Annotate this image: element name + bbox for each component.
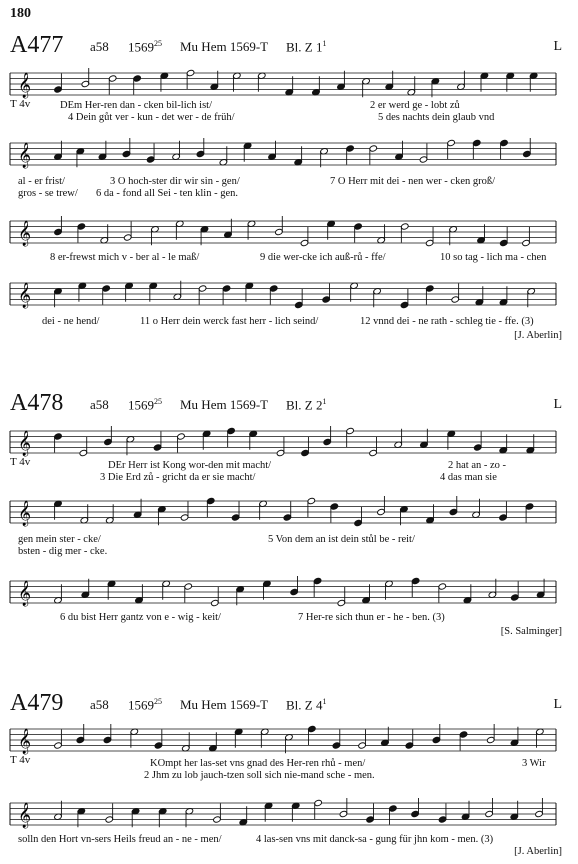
music-staff xyxy=(10,428,556,456)
clef-icon: 𝄞 xyxy=(18,581,32,606)
clef-icon: 𝄞 xyxy=(18,501,32,526)
clef-icon: 𝄞 xyxy=(18,729,32,754)
lyric-line: 5 Von dem an ist dein stůl be - reit/ xyxy=(268,534,415,545)
clef-icon: 𝄞 xyxy=(18,431,32,456)
tone-label: T 4v xyxy=(10,98,31,110)
hymn-bl: Bl. Z $4^1$ xyxy=(286,697,327,713)
clef-icon: 𝄞 xyxy=(18,73,32,98)
hymn-bl: Bl. Z $2^1$ xyxy=(286,397,327,413)
lyric-line: 4 das man sie xyxy=(440,472,497,483)
hymn-a-code: a58 xyxy=(90,397,109,412)
clef-icon: 𝄞 xyxy=(18,221,32,246)
hymn-id: A477 xyxy=(10,32,64,58)
page-number: 180 xyxy=(10,6,31,21)
lyric-line: gen mein ster - cke/ xyxy=(18,534,101,545)
lyric-line: 11 o Herr dein werck fast herr - lich seind/ xyxy=(140,316,319,327)
hymn-source: Mu Hem 1569-T xyxy=(180,39,269,54)
lyric-line: 10 so tag - lich ma - chen xyxy=(440,252,547,263)
attribution: [S. Salminger] xyxy=(500,626,562,637)
hymn-year: 1569$^{25}$ xyxy=(128,39,162,55)
lyric-line: 4 las-sen vns mit danck-sa - gung für jhn kom - men. (3) xyxy=(256,834,494,845)
lyric-line: 7 Her-re sich thun er - he - ben. (3) xyxy=(298,612,445,623)
attribution: [J. Aberlin] xyxy=(514,330,562,341)
lyric-line: 6 du bist Herr gantz von e - wig - keit/ xyxy=(60,612,221,623)
hymn-source: Mu Hem 1569-T xyxy=(180,697,269,712)
lyric-line: solln den Hort vn-sers Heils freud an - ne - men/ xyxy=(18,834,222,845)
hymn-year: 1569$^{25}$ xyxy=(128,397,162,413)
lyric-line: KOmpt her las-set vns gnad des Her-ren rhů - men/ xyxy=(150,758,366,769)
music-staff xyxy=(10,498,556,526)
tone-label: T 4v xyxy=(10,456,31,468)
lyric-line: 5 des nachts dein glaub vnd xyxy=(378,112,495,123)
hymn-source: Mu Hem 1569-T xyxy=(180,397,269,412)
hymn-right-mark: L xyxy=(553,697,562,712)
hymn-right-mark: L xyxy=(553,39,562,54)
hymn-bl: Bl. Z $1^1$ xyxy=(286,39,327,55)
hymn-id: A479 xyxy=(10,690,64,716)
lyric-line: 4 Dein gůt ver - kun - det wer - de früh/ xyxy=(68,112,235,123)
music-staff xyxy=(10,140,556,168)
lyric-line: al - er frist/ xyxy=(18,176,65,187)
lyric-line: 8 er-frewst mich v - ber al - le maß/ xyxy=(50,252,200,263)
music-staff xyxy=(10,70,556,98)
lyric-line: gros - se trew/ xyxy=(18,188,78,199)
lyric-line: 12 vnnd dei - ne rath - schleg tie - ffe. (3) xyxy=(360,316,534,327)
hymn-header-a479 xyxy=(10,690,568,720)
music-staff xyxy=(10,280,556,308)
hymn-a-code: a58 xyxy=(90,697,109,712)
music-staff xyxy=(10,578,556,606)
music-staff xyxy=(10,726,556,754)
music-staff xyxy=(10,800,556,828)
lyric-line: bsten - dig mer - cke. xyxy=(18,546,108,557)
lyric-line: 3 Wir xyxy=(522,758,546,769)
lyric-line: 7 O Herr mit dei - nen wer - cken groß/ xyxy=(330,176,496,187)
hymn-id: A478 xyxy=(10,390,64,416)
clef-icon: 𝄞 xyxy=(18,143,32,168)
lyric-line: 3 O hoch-ster dir wir sin - gen/ xyxy=(110,176,240,187)
hymn-header-a477 xyxy=(10,32,568,62)
lyric-line: 9 die wer-cke ich auß-rů - ffe/ xyxy=(260,252,386,263)
lyric-line: 3 Die Erd zů - gricht da er sie macht/ xyxy=(100,472,256,483)
lyric-line: DEr Herr ist Kong wor-den mit macht/ xyxy=(108,460,272,471)
clef-icon: 𝄞 xyxy=(18,283,32,308)
hymn-a-code: a58 xyxy=(90,39,109,54)
hymn-year: 1569$^{25}$ xyxy=(128,697,162,713)
hymn-right-mark: L xyxy=(553,397,562,412)
lyric-line: 2 Jhm zu lob jauch-tzen soll sich nie-mand sche - men. xyxy=(144,770,375,781)
music-staff xyxy=(10,218,556,246)
attribution: [J. Aberlin] xyxy=(514,846,562,857)
clef-icon: 𝄞 xyxy=(18,803,32,828)
lyric-line: dei - ne hend/ xyxy=(42,316,100,327)
hymn-header-a478 xyxy=(10,390,568,420)
lyric-line: 6 da - fond all Sei - ten klin - gen. xyxy=(96,188,239,199)
lyric-line: 2 hat an - zo - xyxy=(448,460,507,471)
tone-label: T 4v xyxy=(10,754,31,766)
lyric-line: 2 er werd ge - lobt zů xyxy=(370,100,460,111)
lyric-line: DEm Her-ren dan - cken bil-lich ist/ xyxy=(60,100,212,111)
